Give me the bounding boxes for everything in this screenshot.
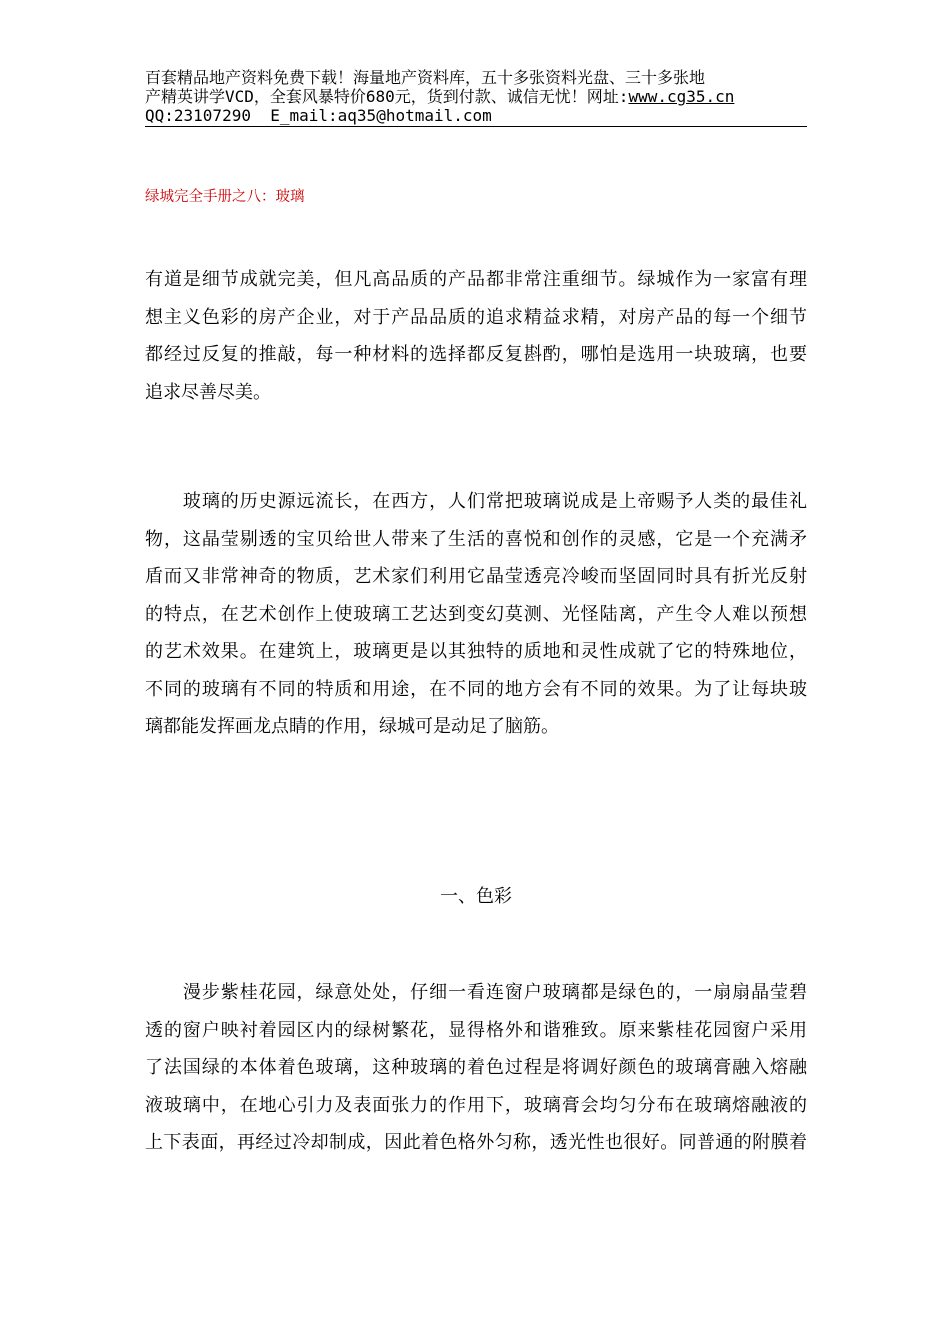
paragraph-line: 都经过反复的推敲，每一种材料的选择都反复斟酌，哪怕是选用一块玻璃，也要 [145,344,807,365]
section-heading-color: 一、色彩 [440,886,512,907]
site-header [145,68,807,125]
paragraph-line: 璃都能发挥画龙点睛的作用，绿城可是动足了脑筋。 [145,716,559,737]
header-line-3: QQ:23107290 E_mail:aq35@hotmail.com [145,106,492,125]
paragraph-line: 追求尽善尽美。 [145,381,271,403]
header-line-2-text: 产精英讲学VCD，全套风暴特价680元，货到付款、诚信无忧！网址: [145,87,629,106]
paragraph-line: 不同的玻璃有不同的特质和用途，在不同的地方会有不同的效果。为了让每块玻 [145,678,807,700]
paragraph-line: 物，这晶莹剔透的宝贝给世人带来了生活的喜悦和创作的灵感，它是一个充满矛 [145,528,807,550]
color-section-paragraph [145,974,807,1162]
paragraph-line: 想主义色彩的房产企业，对于产品品质的追求精益求精，对房产品的每一个细节 [145,306,807,328]
website-link[interactable]: www.cg35.cn [628,87,735,106]
header-divider [145,126,807,127]
paragraph-line: 了法国绿的本体着色玻璃，这种玻璃的着色过程是将调好颜色的玻璃膏融入熔融 [145,1057,807,1078]
paragraph-line: 上下表面，再经过冷却制成，因此着色格外匀称，透光性也很好。同普通的附膜着 [145,1132,807,1153]
intro-paragraph [145,261,807,411]
paragraph-line: 玻璃的历史源远流长，在西方，人们常把玻璃说成是上帝赐予人类的最佳礼 [145,491,807,512]
paragraph-line: 液玻璃中，在地心引力及表面张力的作用下，玻璃膏会均匀分布在玻璃熔融液的 [145,1094,807,1116]
paragraph-line: 盾而又非常神奇的物质，艺术家们利用它晶莹透亮冷峻而坚固同时具有折光反射 [145,566,807,587]
history-paragraph [145,483,807,746]
paragraph-line: 有道是细节成就完美，但凡高品质的产品都非常注重细节。绿城作为一家富有理 [145,269,807,290]
paragraph-line: 的特点，在艺术创作上使玻璃工艺达到变幻莫测、光怪陆离，产生令人难以预想 [145,603,807,625]
document-subtitle: 绿城完全手册之八：玻璃 [145,189,305,205]
paragraph-line: 透的窗户映衬着园区内的绿树繁花，显得格外和谐雅致。原来紫桂花园窗户采用 [145,1019,807,1041]
header-line-2 [145,87,807,106]
paragraph-line: 的艺术效果。在建筑上，玻璃更是以其独特的质地和灵性成就了它的特殊地位， [145,641,807,662]
paragraph-line: 漫步紫桂花园，绿意处处，仔细一看连窗户玻璃都是绿色的，一扇扇晶莹碧 [145,982,807,1003]
header-line-1: 百套精品地产资料免费下载！海量地产资料库，五十多张资料光盘、三十多张地 [145,68,706,87]
